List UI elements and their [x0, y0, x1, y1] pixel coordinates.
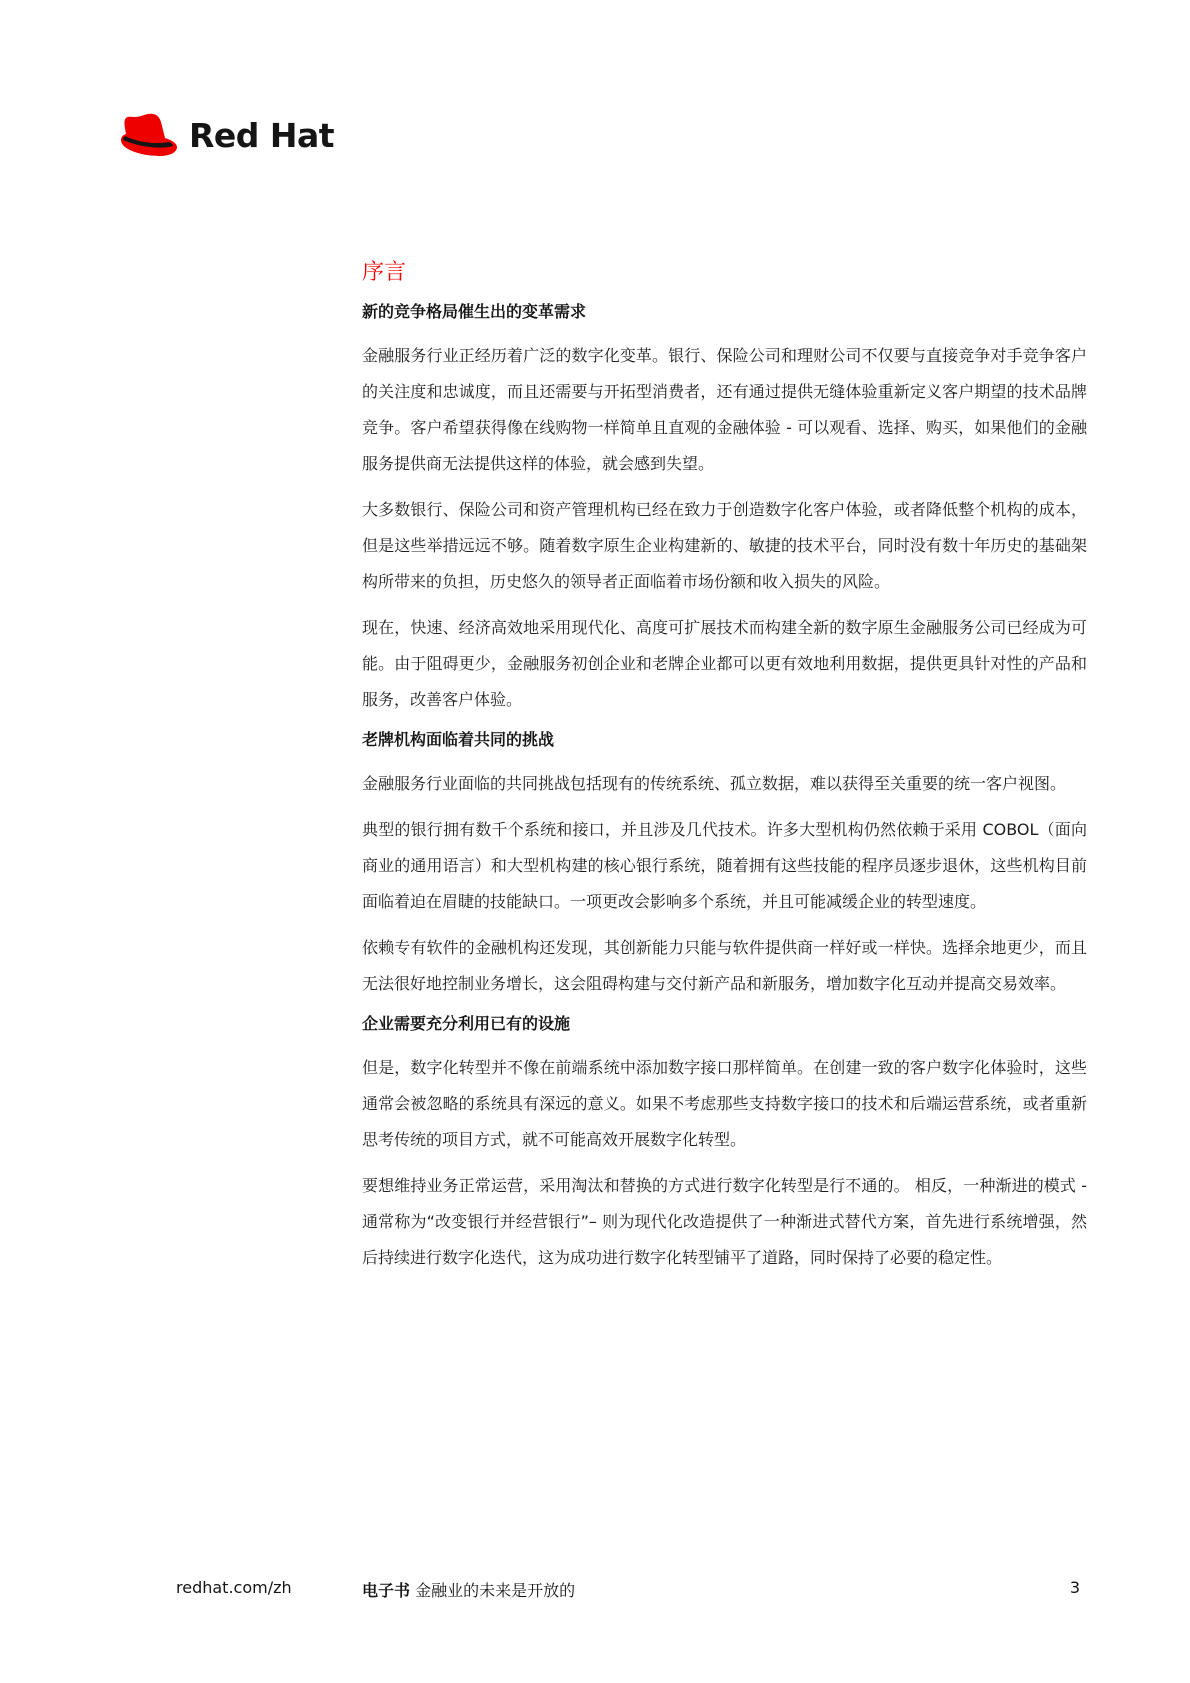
section-1	[362, 300, 1087, 718]
paragraph: 金融服务行业面临的共同挑战包括现有的传统系统、孤立数据，难以获得至关重要的统一客户视图。	[362, 774, 1067, 793]
section-heading: 企业需要充分利用已有的设施	[362, 1014, 571, 1033]
section-heading: 老牌机构面临着共同的挑战	[362, 730, 555, 749]
ebook-label: 电子书	[362, 1581, 411, 1600]
section-3	[362, 1012, 1087, 1276]
paragraph: 典型的银行拥有数千个系统和接口，并且涉及几代技术。许多大型机构仍然依赖于采用 COBOL（面向商业的通用语言）和大型机构建的核心银行系统，随着拥有这些技能的程序员逐步退休，这些机构目前面临着迫在眉睫的技能缺口。一项更改会影响多个系统，并且可能减缓企业的转型速度。	[362, 820, 1087, 911]
section-heading: 新的竞争格局催生出的变革需求	[362, 302, 587, 321]
paragraph: 大多数银行、保险公司和资产管理机构已经在致力于创造数字化客户体验，或者降低整个机构的成本，但是这些举措远远不够。随着数字原生企业构建新的、敏捷的技术平台，同时没有数十年历史的基础架构所带来的负担，历史悠久的领导者正面临着市场份额和收入损失的风险。	[362, 500, 1087, 591]
paragraph: 要想维持业务正常运营，采用淘汰和替换的方式进行数字化转型是行不通的。 相反，一种渐进的模式 - 通常称为“改变银行并经营银行”– 则为现代化改造提供了一种渐进式替代方案，首先进行系统增强，然后持续进行数字化迭代，这为成功进行数字化转型铺平了道路，同时保持了必要的稳定性。	[362, 1176, 1087, 1267]
footer-document-title	[362, 1578, 575, 1601]
red-hat-logo	[113, 110, 334, 160]
ebook-title: 金融业的未来是开放的	[415, 1581, 576, 1600]
section-2	[362, 728, 1087, 1002]
paragraph: 现在，快速、经济高效地采用现代化、高度可扩展技术而构建全新的数字原生金融服务公司已经成为可能。由于阻碍更少，金融服务初创企业和老牌企业都可以更有效地利用数据，提供更具针对性的产品和服务，改善客户体验。	[362, 618, 1087, 709]
main-content	[362, 258, 1087, 1286]
page-number: 3	[1069, 1578, 1080, 1597]
footer-url-link[interactable]: redhat.com/zh	[176, 1578, 292, 1597]
page-footer	[0, 1578, 1190, 1608]
red-hat-logo-icon	[113, 110, 179, 160]
paragraph: 但是，数字化转型并不像在前端系统中添加数字接口那样简单。在创建一致的客户数字化体验时，这些通常会被忽略的系统具有深远的意义。如果不考虑那些支持数字接口的技术和后端运营系统，或者重新思考传统的项目方式，就不可能高效开展数字化转型。	[362, 1058, 1087, 1149]
brand-name: Red Hat	[189, 115, 335, 155]
section-title: 序言	[362, 260, 407, 285]
paragraph: 金融服务行业正经历着广泛的数字化变革。银行、保险公司和理财公司不仅要与直接竞争对手竞争客户的关注度和忠诚度，而且还需要与开拓型消费者，还有通过提供无缝体验重新定义客户期望的技术品牌竞争。客户希望获得像在线购物一样简单且直观的金融体验 - 可以观看、选择、购买，如果他们的金融服务提供商无法提供这样的体验，就会感到失望。	[362, 346, 1087, 473]
paragraph: 依赖专有软件的金融机构还发现，其创新能力只能与软件提供商一样好或一样快。选择余地更少，而且无法很好地控制业务增长，这会阻碍构建与交付新产品和新服务，增加数字化互动并提高交易效率。	[362, 938, 1087, 993]
